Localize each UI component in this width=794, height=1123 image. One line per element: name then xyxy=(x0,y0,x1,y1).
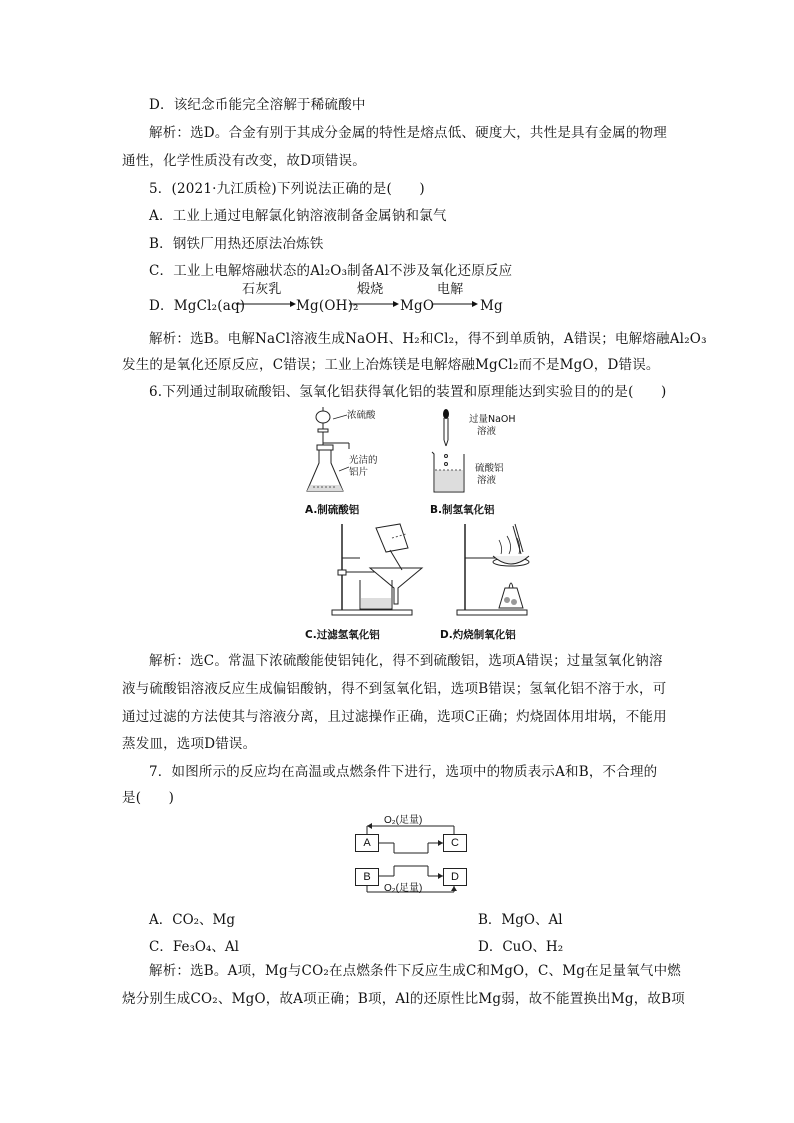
apparatus-d-caption: D.灼烧制氧化铝 xyxy=(440,629,516,641)
q5-step3-label: 电解 xyxy=(437,282,464,297)
q5-arrow-2 xyxy=(349,300,399,308)
q5-analysis-line2: 发生的是氧化还原反应，C错误；工业上冶炼镁是电解熔融MgCl₂而不是MgO，D错误。 xyxy=(122,357,660,373)
apparatus-b-label-sulfate: 硫酸铝 xyxy=(475,463,504,474)
q7-stem-line2: 是( ) xyxy=(122,790,175,806)
q4-option-d: D．该纪念币能完全溶解于稀硫酸中 xyxy=(149,97,366,113)
q7-o2-bottom-label: O₂(足量) xyxy=(384,883,423,894)
q5-arrow-1 xyxy=(236,300,296,308)
q7-box-c: C xyxy=(443,834,467,852)
q5-intermediate-2: MgO xyxy=(400,298,435,314)
apparatus-a-caption: A.制硫酸铝 xyxy=(305,504,360,516)
apparatus-a-label-al: 铝片 xyxy=(349,467,369,478)
apparatus-a-label-clean: 光洁的 xyxy=(349,455,378,466)
q7-o2-top-label: O₂(足量) xyxy=(384,815,423,826)
q7-option-a: A．CO₂、Mg xyxy=(149,912,236,928)
apparatus-d-drawing xyxy=(455,522,565,622)
q5-product: Mg xyxy=(480,298,503,314)
q7-option-c: C．Fe₃O₄、Al xyxy=(149,939,239,955)
q7-box-d: D xyxy=(443,868,467,886)
apparatus-b-caption: B.制氢氧化铝 xyxy=(430,504,495,516)
q5-intermediate-1: Mg(OH)₂ xyxy=(296,298,359,314)
q5-stem: 5．(2021·九江质检)下列说法正确的是( ) xyxy=(149,181,425,197)
q7-stem-line1: 7．如图所示的反应均在高温或点燃条件下进行，选项中的物质表示A和B，不合理的 xyxy=(149,764,658,780)
q5-option-d-prefix: D．MgCl₂(aq) xyxy=(149,298,246,314)
q5-analysis-line1: 解析：选B。电解NaCl溶液生成NaOH、H₂和Cl₂，得不到单质钠，A错误；电解熔融Al₂O₃ xyxy=(149,331,707,347)
apparatus-a-label-acid: 浓硫酸 xyxy=(347,410,376,421)
q7-option-d: D．CuO、H₂ xyxy=(478,939,564,955)
q7-box-a: A xyxy=(355,834,379,852)
q6-analysis-line4: 蒸发皿，选项D错误。 xyxy=(122,736,257,752)
apparatus-c-caption: C.过滤氢氧化铝 xyxy=(305,629,380,641)
q7-box-b: B xyxy=(355,868,379,886)
q5-option-a: A．工业上通过电解氯化钠溶液制备金属钠和氯气 xyxy=(149,208,447,224)
q6-analysis-line2: 液与硫酸铝溶液反应生成偏铝酸钠，得不到氢氧化铝，选项B错误；氢氧化铝不溶于水，可 xyxy=(122,681,667,697)
q7-analysis-line2: 烧分别生成CO₂、MgO，故A项正确；B项，Al的还原性比Mg弱，故不能置换出Mg，故B项 xyxy=(122,991,685,1007)
q7-analysis-line1: 解析：选B。A项，Mg与CO₂在点燃条件下反应生成C和MgO，C、Mg在足量氧气中燃 xyxy=(149,963,681,979)
q4-analysis-line2: 通性，化学性质没有改变，故D项错误。 xyxy=(122,153,366,169)
apparatus-b-label-solution1: 溶液 xyxy=(477,426,497,437)
apparatus-b-label-naoh: 过量NaOH xyxy=(469,414,516,425)
q6-analysis-line1: 解析：选C。常温下浓硫酸能使铝钝化，得不到硫酸铝，选项A错误；过量氢氧化钠溶 xyxy=(149,653,663,669)
q5-option-c: C．工业上电解熔融状态的Al₂O₃制备Al不涉及氧化还原反应 xyxy=(149,263,513,279)
q5-arrow-3 xyxy=(432,300,478,308)
apparatus-b-label-solution2: 溶液 xyxy=(477,475,497,486)
q6-analysis-line3: 通过过滤的方法使其与溶液分离，且过滤操作正确，选项C正确；灼烧固体用坩埚，不能用 xyxy=(122,709,667,725)
q4-analysis-line1: 解析：选D。合金有别于其成分金属的特性是熔点低、硬度大，共性是具有金属的物理 xyxy=(149,125,667,141)
q5-option-b: B．钢铁厂用热还原法冶炼铁 xyxy=(149,236,324,252)
q5-step2-label: 煅烧 xyxy=(357,282,384,297)
q7-option-b: B．MgO、Al xyxy=(478,912,563,928)
q5-step1-label: 石灰乳 xyxy=(242,282,282,297)
apparatus-c-drawing xyxy=(330,522,430,622)
q6-stem: 6.下列通过制取硫酸铝、氢氧化铝获得氧化铝的装置和原理能达到实验目的的是( ) xyxy=(149,384,667,400)
